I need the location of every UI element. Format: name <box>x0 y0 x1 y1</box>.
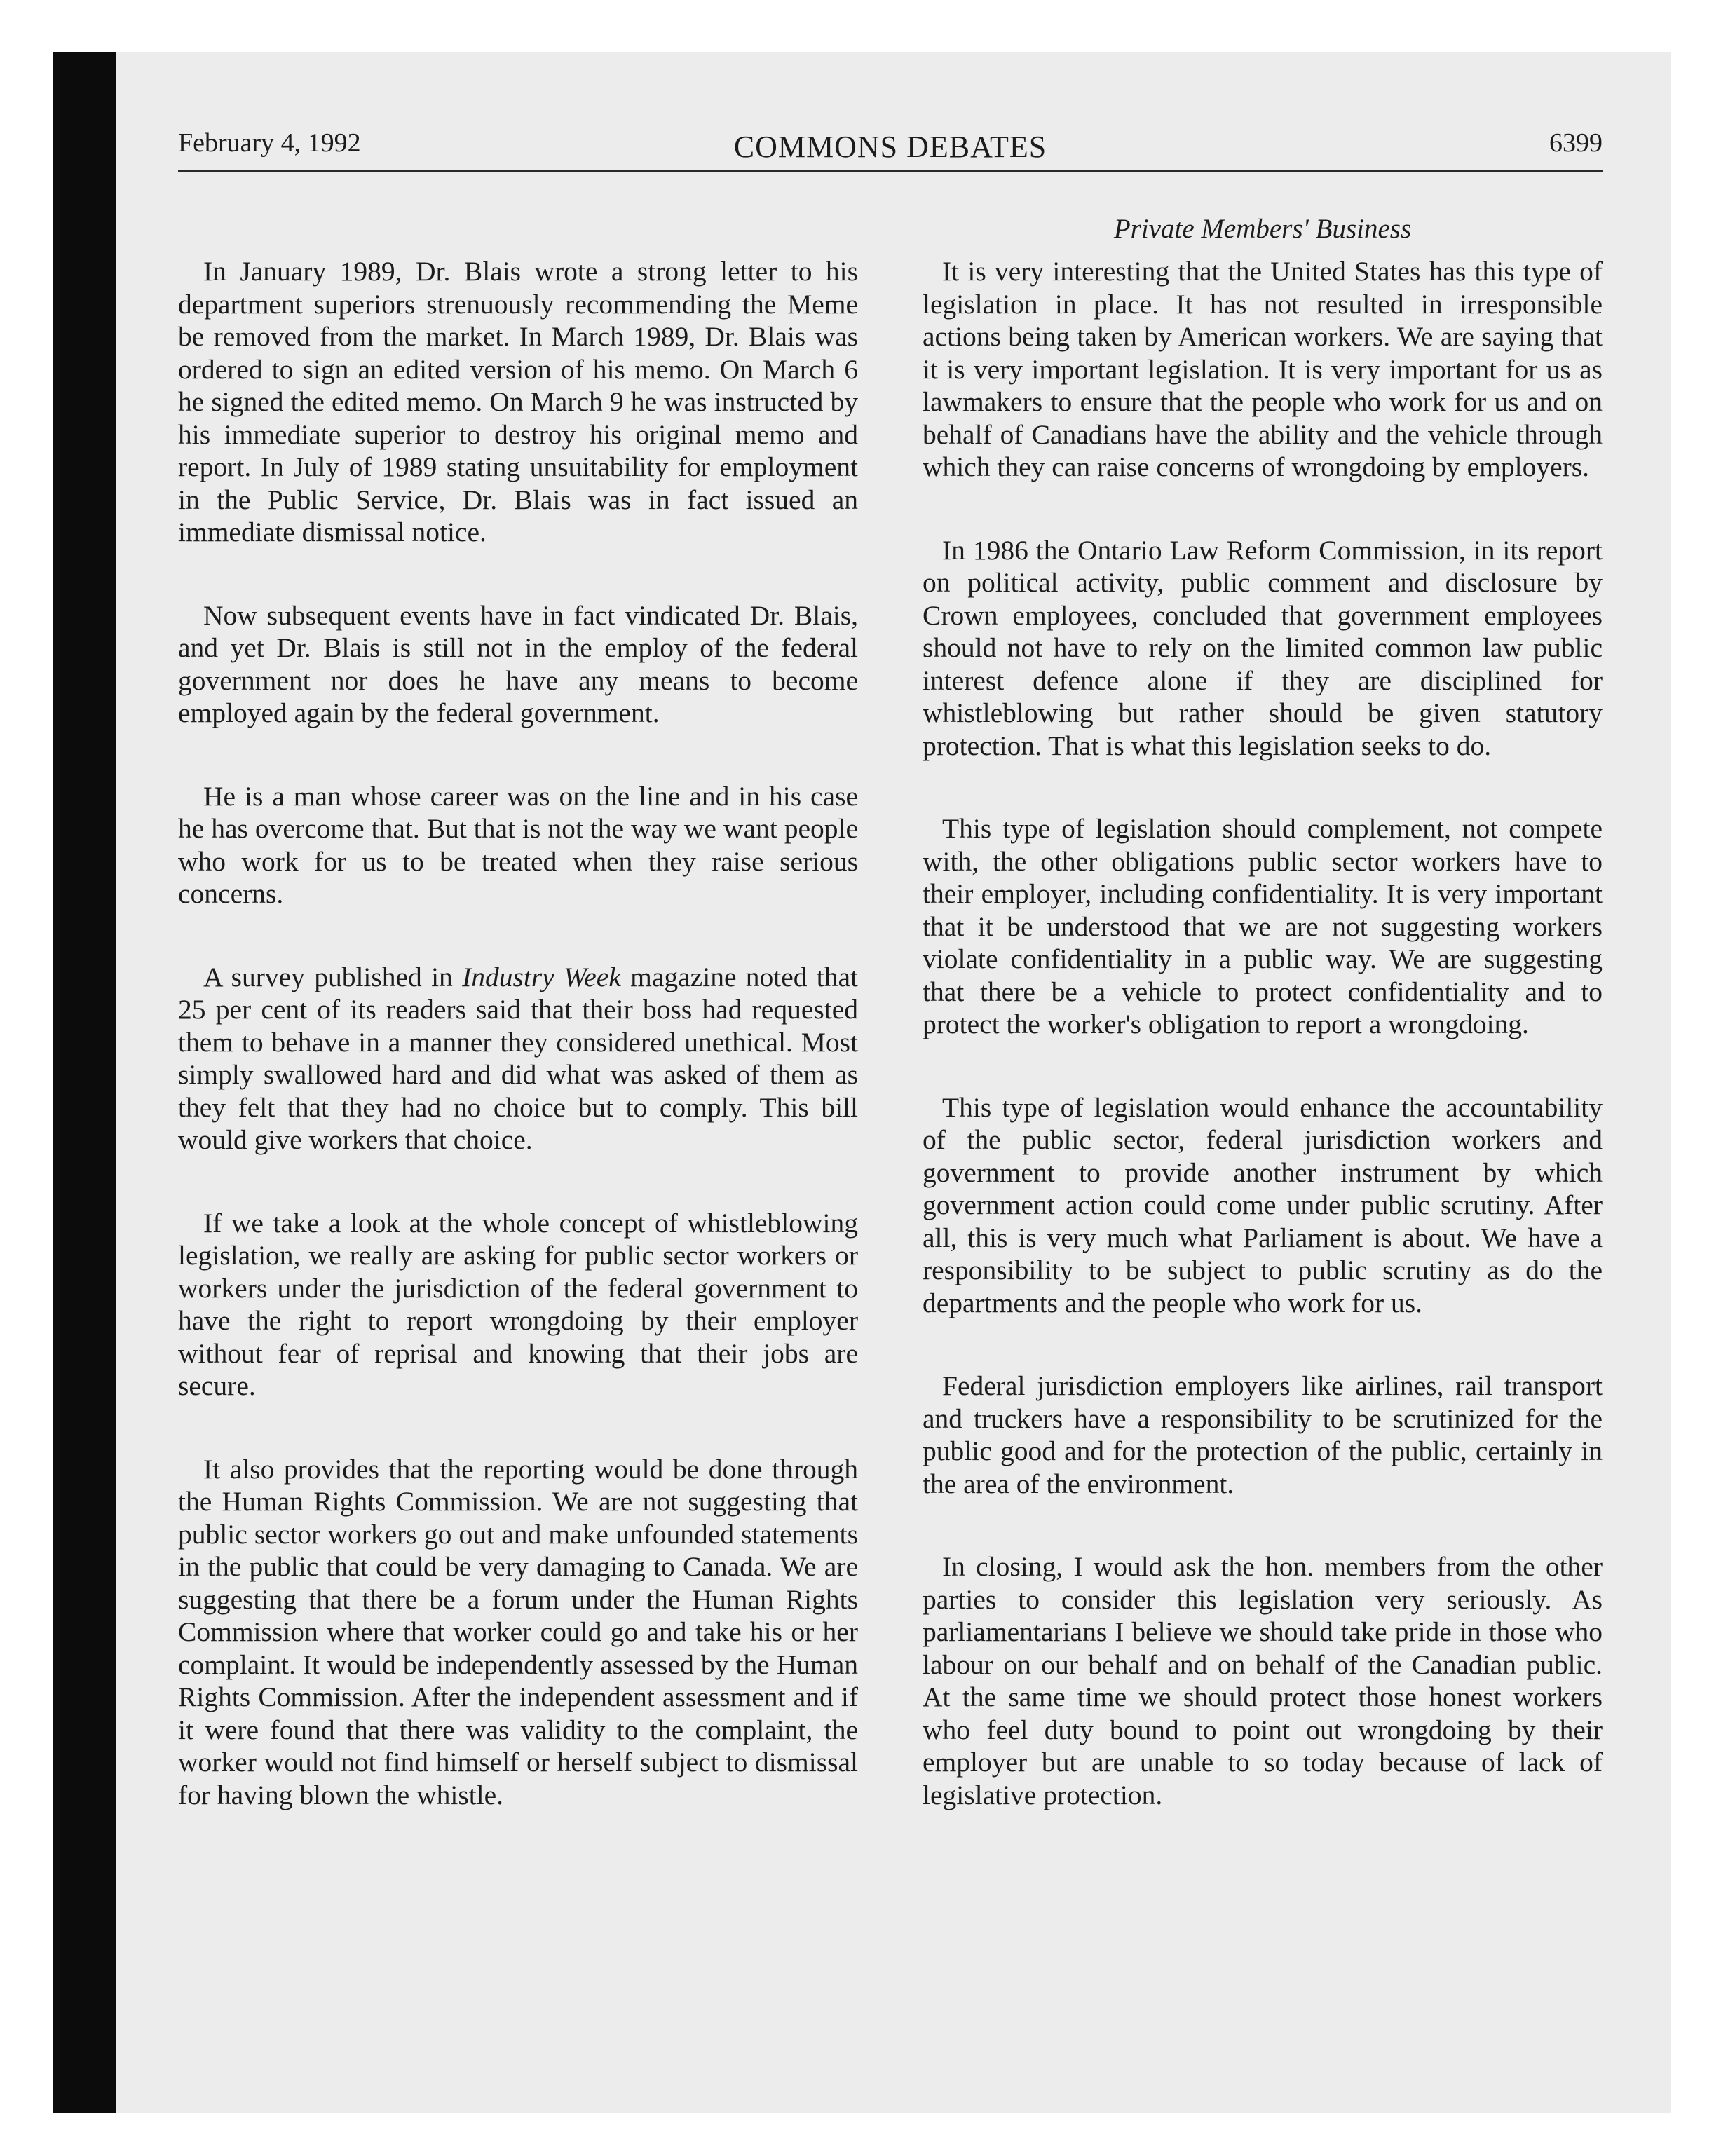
page-number: 6399 <box>1549 128 1603 158</box>
paragraph <box>178 961 858 1157</box>
paragraph: Federal jurisdiction employers like airlines, rail transport and truckers have a responsibility to be scrutinized for the public good and for the protection of the public, certainly in the area of the environment. <box>923 1370 1603 1499</box>
magazine-title: Industry Week <box>462 961 621 992</box>
scanned-page <box>53 52 1671 2113</box>
header-date: February 4, 1992 <box>178 128 361 158</box>
paragraph: In closing, I would ask the hon. members from the other parties to consider this legislation very seriously. As parliamentarians I believe we should take pride in those who labour on our behalf and on behalf of the Canadian public. At the same time we should protect those honest workers who feel duty bound to point out wrongdoing by their employer but are unable to so today because of lack of legislative protection. <box>923 1551 1603 1810</box>
binding-edge <box>53 52 116 2113</box>
paragraph: This type of legislation would enhance the accountability of the public sector, federal jurisdiction workers and government to provide another instrument by which government action could come under public scrutiny. After all, this is very much what Parliament is about. We have a responsibility to be subject to public scrutiny as do the departments and the people who work for us. <box>923 1091 1603 1318</box>
page-header <box>178 128 1603 172</box>
paragraph: It also provides that the reporting would be done through the Human Rights Commission. We are not suggesting that public sector workers go out and make unfounded statements in the public that could be very damaging to Canada. We are suggesting that there be a forum under the Human Rights Commission where that worker could go and take his or her complaint. It would be independently assessed by the Human Rights Commission. After the independent assessment and if it were found that there was validity to the complaint, the worker would not find himself or herself subject to dismissal for having blown the whistle. <box>178 1453 858 1810</box>
paragraph: In January 1989, Dr. Blais wrote a strong letter to his department superiors strenuously recommending the Meme be removed from the market. In March 1989, Dr. Blais was ordered to sign an edited version of his memo. On March 6 he signed the edited memo. On March 9 he was instructed by his immediate superior to destroy his original memo and report. In July of 1989 stating unsuitability for employment in the Public Service, Dr. Blais was in fact issued an immediate dismissal notice. <box>178 256 858 547</box>
paragraph-text: A survey published in <box>203 961 463 992</box>
paragraph: If we take a look at the whole concept of whistleblowing legislation, we really are asking for public sector workers or workers under the jurisdiction of the federal government to have the right to report wrongdoing by their employer without fear of reprisal and knowing that their jobs are secure. <box>178 1207 858 1401</box>
left-column <box>178 255 858 1811</box>
right-column <box>923 255 1603 1811</box>
paragraph: Now subsequent events have in fact vindicated Dr. Blais, and yet Dr. Blais is still not in the employ of the federal government nor does he have any means to become employed again by the federal government. <box>178 599 858 728</box>
header-title: COMMONS DEBATES <box>733 130 1047 164</box>
paragraph: In 1986 the Ontario Law Reform Commission, in its report on political activity, public comment and disclosure by Crown employees, concluded that government employees should not have to rely on the limited common law public interest defence alone if they are disciplined for whistleblowing but rather should be given statutory protection. That is what this legislation seeks to do. <box>923 534 1603 761</box>
section-heading: Private Members' Business <box>1113 214 1412 244</box>
paragraph: He is a man whose career was on the line and in his case he has overcome that. But that is not the way we want people who work for us to be treated when they raise serious concerns. <box>178 780 858 909</box>
paragraph: It is very interesting that the United States has this type of legislation in place. It has not resulted in irresponsible actions being taken by American workers. We are saying that it is very important legislation. It is very important for us as lawmakers to ensure that the people who work for us and on behalf of Canadians have the ability and the vehicle through which they can raise concerns of wrongdoing by employers. <box>923 256 1603 482</box>
paragraph: This type of legislation should complement, not compete with, the other obligations public sector workers have to their employer, including confidentiality. It is very important that it be understood that we are not suggesting workers violate confidentiality in a public way. We are suggesting that there be a vehicle to protect confidentiality and to protect the worker's obligation to report a wrongdoing. <box>923 813 1603 1039</box>
paragraph-text: magazine noted that 25 per cent of its readers said that their boss had requested them to behave in a manner they considered unethical. Most simply swallowed hard and did what was asked of them as they felt that they had no choice but to comply. This bill would give workers that choice. <box>178 961 858 1155</box>
